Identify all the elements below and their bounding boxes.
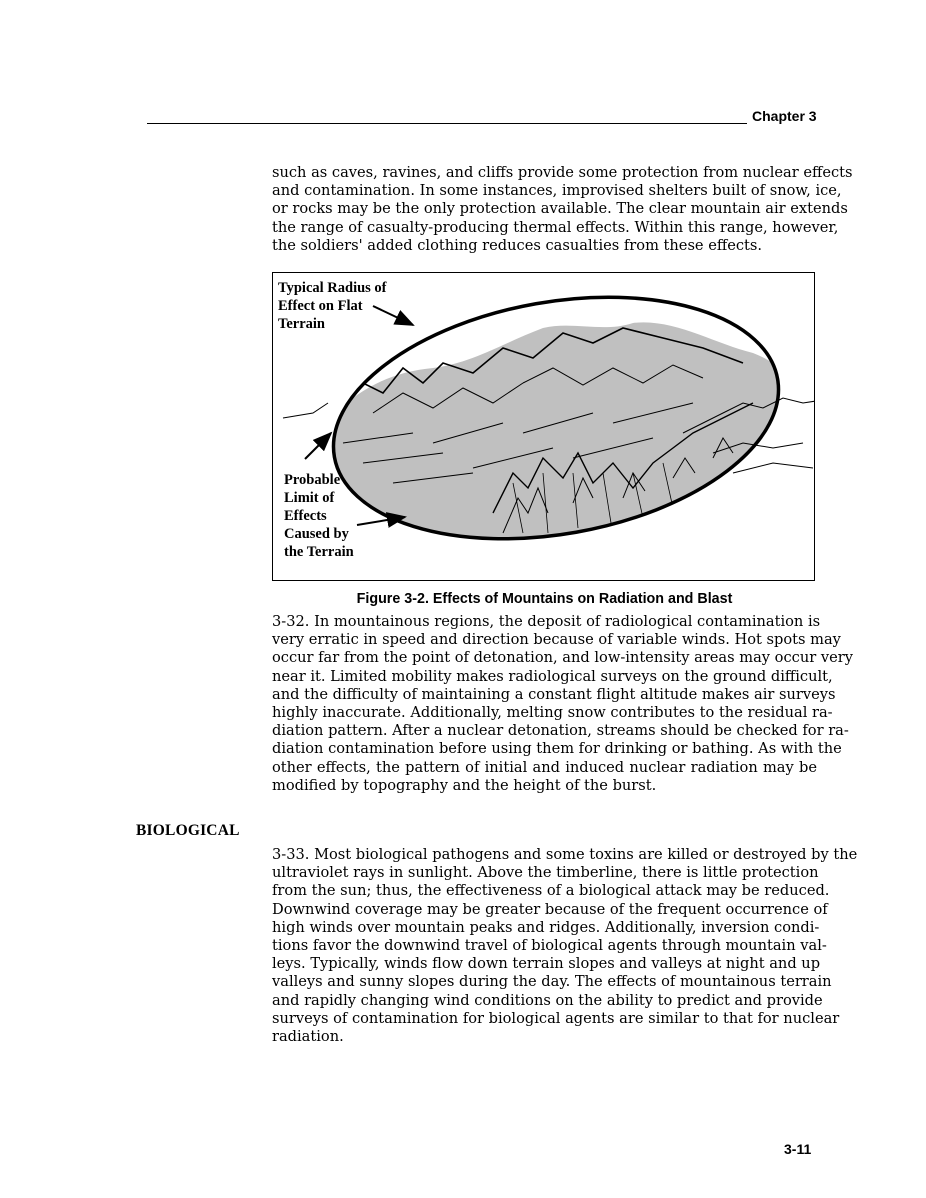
- text-line: such as caves, ravines, and cliffs provide some protection from nuclear effects: [272, 164, 853, 181]
- text-line: other effects, the pattern of initial and induced nuclear radiation may be: [272, 758, 817, 776]
- text-line: or rocks may be the only protection available. The clear mountain air extends: [272, 200, 848, 218]
- paragraph-3-32: [272, 613, 853, 795]
- page-number: 3-11: [784, 1141, 812, 1157]
- text-line: ultraviolet rays in sunlight. Above the timberline, there is little protection: [272, 864, 819, 882]
- text-line: from the sun; thus, the effectiveness of a biological attack may be reduced.: [272, 882, 830, 900]
- label-typical-radius: Typical Radius of Effect on Flat Terrain: [278, 280, 387, 332]
- chapter-header: Chapter 3: [752, 108, 817, 124]
- text-line: leys. Typically, winds flow down terrain slopes and valleys at night and up: [272, 955, 821, 973]
- text-line: surveys of contamination for biological agents are similar to that for nuclear: [272, 1009, 840, 1027]
- text-line: and rapidly changing wind conditions on the ability to predict and provide: [272, 991, 823, 1009]
- text-line: valleys and sunny slopes during the day. The effects of mountainous terrain: [272, 973, 832, 991]
- section-heading-biological: BIOLOGICAL: [136, 822, 240, 839]
- text-line: 3-32. In mountainous regions, the deposit of radiological contamination is: [272, 613, 821, 630]
- text-line: Downwind coverage may be greater because of the frequent occurrence of: [272, 900, 828, 918]
- text-line: high winds over mountain peaks and ridges. Additionally, inversion condi-: [272, 918, 820, 936]
- text-line: the range of casualty-producing thermal effects. Within this range, however,: [272, 218, 839, 236]
- text-line: tions favor the downwind travel of biological agents through mountain val-: [272, 937, 827, 955]
- text-line: very erratic in speed and direction because of variable winds. Hot spots may: [272, 631, 841, 649]
- label-probable-limit: Probable Limit of Effects Caused by the Terrain: [284, 472, 354, 560]
- figure-caption: Figure 3-2. Effects of Mountains on Radiation and Blast: [356, 591, 733, 607]
- paragraph-3-33: [272, 846, 858, 1046]
- text-line: radiation.: [272, 1028, 344, 1046]
- text-line: near it. Limited mobility makes radiological surveys on the ground difficult,: [272, 667, 833, 685]
- text-line: 3-33. Most biological pathogens and some toxins are killed or destroyed by the: [272, 846, 858, 863]
- text-line: modified by topography and the height of the burst.: [272, 776, 657, 794]
- text-line: and contamination. In some instances, improvised shelters built of snow, ice,: [272, 182, 842, 200]
- text-line: diation pattern. After a nuclear detonation, streams should be checked for ra-: [272, 722, 849, 740]
- bottom-arrow-up: [305, 433, 331, 459]
- text-line: the soldiers' added clothing reduces casualties from these effects.: [272, 236, 763, 254]
- text-line: occur far from the point of detonation, and low-intensity areas may occur very: [272, 649, 853, 667]
- figure-3-2: [272, 272, 815, 581]
- text-line: highly inaccurate. Additionally, melting snow contributes to the residual ra-: [272, 704, 833, 722]
- text-line: diation contamination before using them for drinking or bathing. As with the: [272, 740, 842, 758]
- header-rule: [147, 123, 747, 124]
- intro-paragraph: [272, 164, 853, 255]
- text-line: and the difficulty of maintaining a constant flight altitude makes air surveys: [272, 685, 836, 703]
